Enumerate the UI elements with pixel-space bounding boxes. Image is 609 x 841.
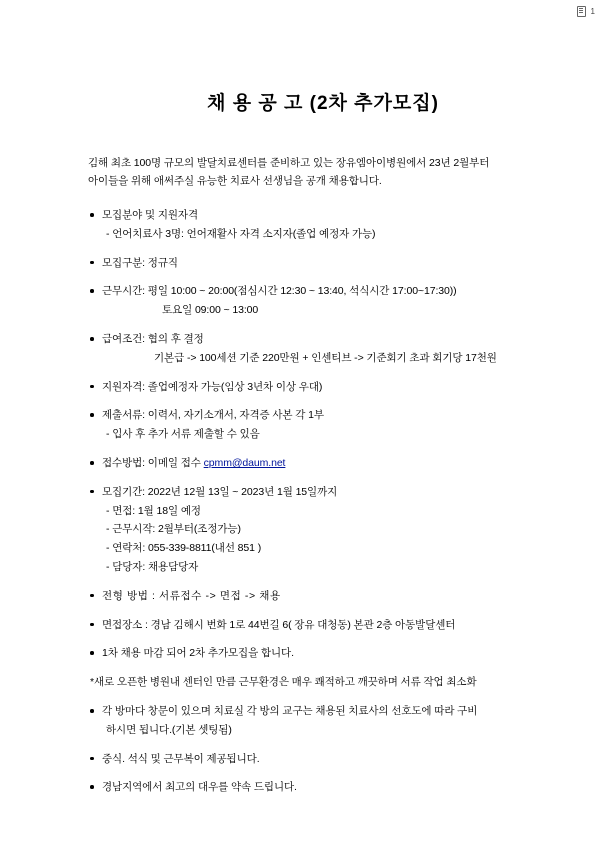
item-main-text: 근무시간: 평일 10:00 ~ 20:00(점심시간 12:30 ~ 13:40, 석식시간 17:00~17:30)) — [102, 285, 457, 298]
list-item-work-hours — [88, 283, 558, 319]
list-item-qualification — [88, 379, 558, 396]
list-item-period — [88, 484, 558, 576]
note-text: 1차 채용 마감 되어 2차 추가모집을 합니다. — [102, 647, 294, 660]
note-text: 각 방마다 창문이 있으며 치료실 각 방의 교구는 채용된 치료사의 선호도에 따라 구비 — [102, 705, 478, 718]
item-main-text: 접수방법: 이메일 접수 — [102, 457, 204, 470]
list-item-salary — [88, 331, 558, 367]
item-sub-text: - 담당자: 채용담당자 — [106, 561, 199, 574]
item-sub-text: 기본급 -> 100세션 기준 220만원 + 인센티브 -> 기준회기 초과 회기당 17천원 — [154, 351, 497, 364]
intro-line-2: 아이들을 위해 애써주실 유능한 치료사 선생님을 공개 채용합니다. — [88, 175, 382, 188]
item-sub-text: - 면접: 1월 18일 예정 — [106, 504, 201, 517]
item-main-text: 전형 방법 : 서류접수 -> 면접 -> 채용 — [102, 589, 281, 602]
page-header — [577, 6, 595, 17]
intro-line-1: 김해 최초 100명 규모의 발달치료센터를 준비하고 있는 장유엠아이병원에서 23년 2월부터 — [88, 157, 490, 169]
item-main-text: 모집기간: 2022년 12월 13일 ~ 2023년 1월 15일까지 — [102, 485, 338, 498]
item-sub-text: - 연락처: 055-339-8811(내선 851 ) — [106, 542, 262, 555]
note-treatment — [88, 779, 558, 796]
document-icon — [577, 6, 586, 17]
item-main-text: 지원자격: 졸업예정자 가능(임상 3년차 이상 우대) — [102, 380, 323, 393]
note-body: 새로 오픈한 병원내 센터인 만큼 근무환경은 매우 쾌적하고 깨끗하며 서류 작업 최소화 — [94, 676, 477, 689]
application-email-link[interactable]: cpmm@daum.net — [203, 457, 286, 470]
list-item-employment-type — [88, 255, 558, 272]
note-text: 경남지역에서 최고의 대우를 약속 드립니다. — [102, 781, 297, 794]
note-deadline — [88, 645, 558, 662]
item-main-text: 모집분야 및 지원자격 — [102, 209, 199, 222]
note-text — [90, 674, 558, 691]
intro-paragraph — [88, 154, 558, 190]
note-equipment — [88, 703, 558, 739]
item-main-text: 제출서류: 이력서, 자기소개서, 자격증 사본 각 1부 — [102, 409, 324, 422]
item-sub-text: - 근무시작: 2월부터(조정가능) — [106, 523, 241, 536]
list-item-location — [88, 617, 558, 634]
list-item-documents — [88, 407, 558, 443]
announcement-list — [88, 207, 558, 796]
page-title: 채 용 공 고 (2차 추가모집) — [207, 93, 439, 114]
list-item-recruit-field — [88, 207, 558, 243]
document-content — [88, 0, 558, 808]
note-text: 중식. 석식 및 근무복이 제공됩니다. — [102, 752, 260, 765]
item-sub-text: 토요일 09:00 ~ 13:00 — [162, 304, 259, 317]
note-meals — [88, 751, 558, 768]
note-text-continued: 하시면 됩니다.(기본 셋팅됨) — [106, 723, 232, 736]
note-bullet-mark: * — [90, 676, 94, 689]
item-main-text: 급여조건: 협의 후 결정 — [102, 333, 204, 346]
list-item-process — [88, 588, 558, 605]
item-sub-text: - 언어치료사 3명: 언어재활사 자격 소지자(졸업 예정자 가능) — [106, 227, 376, 240]
list-item-apply-method — [88, 455, 558, 472]
item-main-text: 면접장소 : 경남 김해시 번화 1로 44번길 6( 장유 대청동) 본관 2층 아동발달센터 — [102, 618, 456, 631]
item-sub-text: - 입사 후 추가 서류 제출할 수 있음 — [106, 428, 260, 441]
item-main-text: 모집구분: 정규직 — [102, 256, 178, 269]
page-number: 1 — [590, 7, 595, 16]
note-environment — [88, 674, 558, 691]
